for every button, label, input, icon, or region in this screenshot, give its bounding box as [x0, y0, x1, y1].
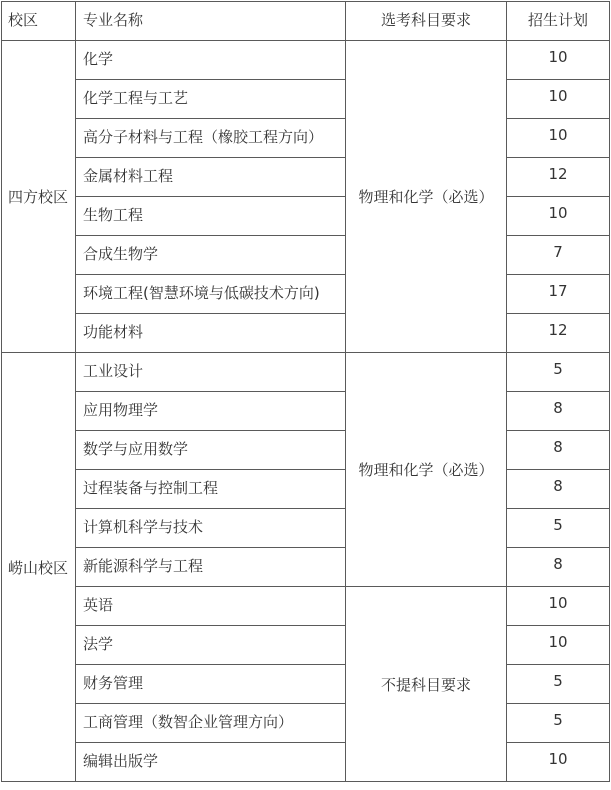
plan-cell: 5	[507, 665, 610, 704]
plan-cell: 10	[507, 197, 610, 236]
plan-cell: 8	[507, 431, 610, 470]
major-cell: 高分子材料与工程（橡胶工程方向）	[76, 119, 346, 158]
plan-cell: 8	[507, 548, 610, 587]
header-row	[2, 2, 610, 41]
plan-cell: 10	[507, 41, 610, 80]
plan-cell: 10	[507, 80, 610, 119]
plan-cell: 12	[507, 158, 610, 197]
table-row	[2, 236, 610, 275]
table-row	[2, 314, 610, 353]
plan-cell: 10	[507, 587, 610, 626]
major-cell: 功能材料	[76, 314, 346, 353]
table-row	[2, 587, 610, 626]
major-cell: 化学工程与工艺	[76, 80, 346, 119]
table-row	[2, 197, 610, 236]
requirement-none: 不提科目要求	[346, 587, 507, 782]
plan-cell: 10	[507, 626, 610, 665]
header-requirement: 选考科目要求	[346, 2, 507, 41]
major-cell: 财务管理	[76, 665, 346, 704]
admission-plan-table	[1, 1, 610, 782]
table-row	[2, 275, 610, 314]
table-row	[2, 431, 610, 470]
table-row	[2, 41, 610, 80]
plan-cell: 8	[507, 392, 610, 431]
major-cell: 环境工程(智慧环境与低碳技术方向)	[76, 275, 346, 314]
plan-cell: 10	[507, 743, 610, 782]
header-campus: 校区	[2, 2, 76, 41]
table-row	[2, 548, 610, 587]
table-row	[2, 119, 610, 158]
plan-cell: 12	[507, 314, 610, 353]
major-cell: 应用物理学	[76, 392, 346, 431]
major-cell: 法学	[76, 626, 346, 665]
plan-cell: 8	[507, 470, 610, 509]
plan-cell: 7	[507, 236, 610, 275]
major-cell: 英语	[76, 587, 346, 626]
table-row	[2, 392, 610, 431]
table-row	[2, 470, 610, 509]
major-cell: 过程装备与控制工程	[76, 470, 346, 509]
plan-cell: 5	[507, 509, 610, 548]
plan-cell: 10	[507, 119, 610, 158]
campus-laoshan: 崂山校区	[2, 353, 76, 782]
table-row	[2, 509, 610, 548]
table-row	[2, 704, 610, 743]
requirement-phys-chem-2: 物理和化学（必选）	[346, 353, 507, 587]
table-row	[2, 665, 610, 704]
header-plan: 招生计划	[507, 2, 610, 41]
table-row	[2, 353, 610, 392]
major-cell: 工商管理（数智企业管理方向）	[76, 704, 346, 743]
table-row	[2, 80, 610, 119]
major-cell: 化学	[76, 41, 346, 80]
table-row	[2, 626, 610, 665]
plan-cell: 5	[507, 353, 610, 392]
major-cell: 合成生物学	[76, 236, 346, 275]
requirement-phys-chem-1: 物理和化学（必选）	[346, 41, 507, 353]
table-row	[2, 743, 610, 782]
major-cell: 金属材料工程	[76, 158, 346, 197]
major-cell: 生物工程	[76, 197, 346, 236]
major-cell: 编辑出版学	[76, 743, 346, 782]
table-row	[2, 158, 610, 197]
plan-cell: 5	[507, 704, 610, 743]
plan-cell: 17	[507, 275, 610, 314]
major-cell: 数学与应用数学	[76, 431, 346, 470]
header-major: 专业名称	[76, 2, 346, 41]
major-cell: 计算机科学与技术	[76, 509, 346, 548]
campus-sifang: 四方校区	[2, 41, 76, 353]
major-cell: 工业设计	[76, 353, 346, 392]
major-cell: 新能源科学与工程	[76, 548, 346, 587]
